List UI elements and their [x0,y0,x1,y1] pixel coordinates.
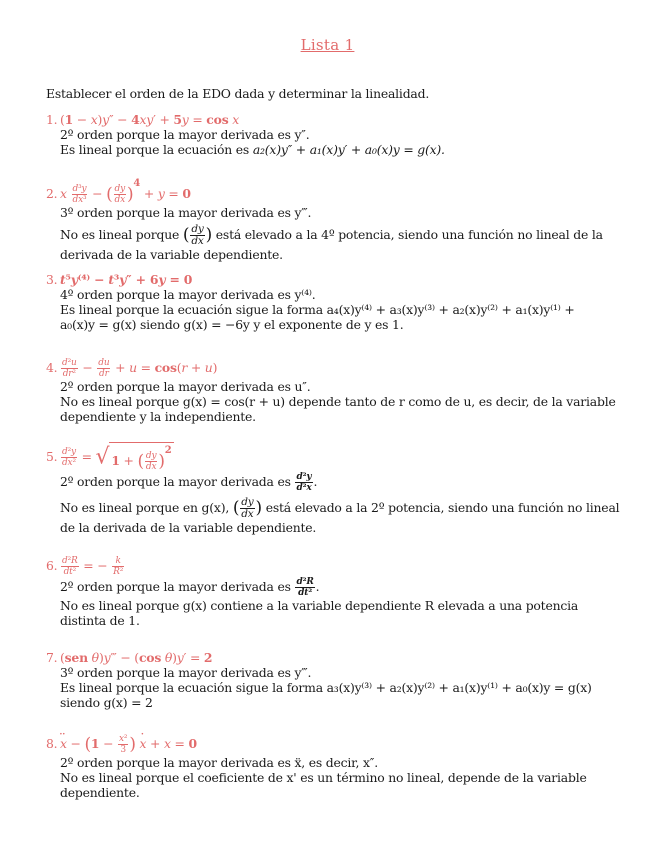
linearity-explanation-5: No es lineal porque en g(x), ( $\frac{dy}{dx}$ ) está elevado a la 2º potencia, siendo una función no lineal de la derivada de la variable dependiente. [60,496,620,535]
equation-3: 3. t⁵y⁽⁴⁾ − t³y″ + 6y = 0 [46,272,193,287]
equation-4: 4. $\frac{\text{d²u}}{\text{dr²}}$ − $\frac{du}{dr}$ + u = cos(r + u) [46,358,218,379]
order-explanation-4: 2º orden porque la mayor derivada es u″. [60,379,311,394]
order-explanation-1: 2º orden porque la mayor derivada es y″. [60,127,310,142]
linearity-explanation-3b: a₀(x)y = g(x) siendo g(x) = −6y y el exponente de y es 1. [60,317,404,332]
linearity-explanation-4: No es lineal porque g(x) = cos(r + u) depende tanto de r como de u, es decir, de la variable dependiente y la independiente. [60,394,616,424]
exercise-2 [46,178,621,262]
equation-2: 2. x $\frac{\text{d³y}}{\text{dx³}}$ − ( $\frac{dy}{dx}$ )$^4$ + y = 0 [46,178,191,205]
page-title: Lista 1 [300,36,355,54]
exercise-1 [46,112,621,157]
exercise-4 [46,358,621,424]
linearity-explanation-7b: siendo g(x) = 2 [60,695,153,710]
exercise-5 [46,442,621,535]
exercise-7 [46,650,621,710]
order-explanation-5: 2º orden porque la mayor derivada es $\frac{\text{d²y}}{\text{d²x}}$ . [60,472,318,493]
linearity-explanation-1: Es lineal porque la ecuación es a₂(x)y″ + a₁(x)y′ + a₀(x)y = g(x). [60,142,445,157]
equation-1: 1. (1 − x)y″ − 4xy′ + 5y = cos x [46,112,240,127]
order-explanation-7: 3º orden porque la mayor derivada es y‴. [60,665,312,680]
order-explanation-3: 4º orden porque la mayor derivada es y⁽⁴⁾. [60,287,316,302]
linearity-explanation-6: No es lineal porque g(x) contiene a la variable dependiente R elevada a una potencia distinta de 1. [60,598,579,628]
linearity-explanation-8: No es lineal porque el coeficiente de x' es un término no lineal, depende de la variable dependiente. [60,770,587,800]
linearity-explanation-3a: Es lineal porque la ecuación sigue la forma a₄(x)y⁽⁴⁾ + a₃(x)y⁽³⁾ + a₂(x)y⁽²⁾ + a₁(x)y⁽¹⁾ + [60,302,575,317]
exercise-6 [46,556,621,628]
exercise-3 [46,272,621,332]
equation-5: 5. $\frac{\text{d²y}}{\text{dx²}}$ = √ 1 + ( $\frac{dy}{dx}$ )$^2$ [46,442,621,472]
equation-6: 6. $\frac{\text{d²R}}{\text{dt²}}$ = − $\frac{k}{\text{R²}}$ [46,556,124,577]
equation-7: 7. (sen θ)y‴ − (cos θ)y′ = 2 [46,650,213,665]
instructions: Establecer el orden de la EDO dada y determinar la linealidad. [46,86,430,101]
linearity-explanation-7a: Es lineal porque la ecuación sigue la forma a₃(x)y⁽³⁾ + a₂(x)y⁽²⁾ + a₁(x)y⁽¹⁾ + a₀(x)y = g(x) [60,680,592,695]
order-explanation-2: 3º orden porque la mayor derivada es y‴. [60,205,312,220]
exercise-8 [46,734,621,800]
linearity-explanation-2: No es lineal porque ( $\frac{dy}{dx}$ ) está elevado a la 4º potencia, siendo una función no lineal de la derivada de la variable dependiente. [60,223,603,262]
equation-8: 8.·· x − (1 − $\frac{\text{x²}}{3}$ ) · x + x = 0 [46,734,621,755]
order-explanation-8: 2º orden porque la mayor derivada es ẍ, es decir, x″. [60,755,378,770]
order-explanation-6: 2º orden porque la mayor derivada es $\frac{\text{d²R}}{\text{dt²}}$ . [60,577,320,598]
